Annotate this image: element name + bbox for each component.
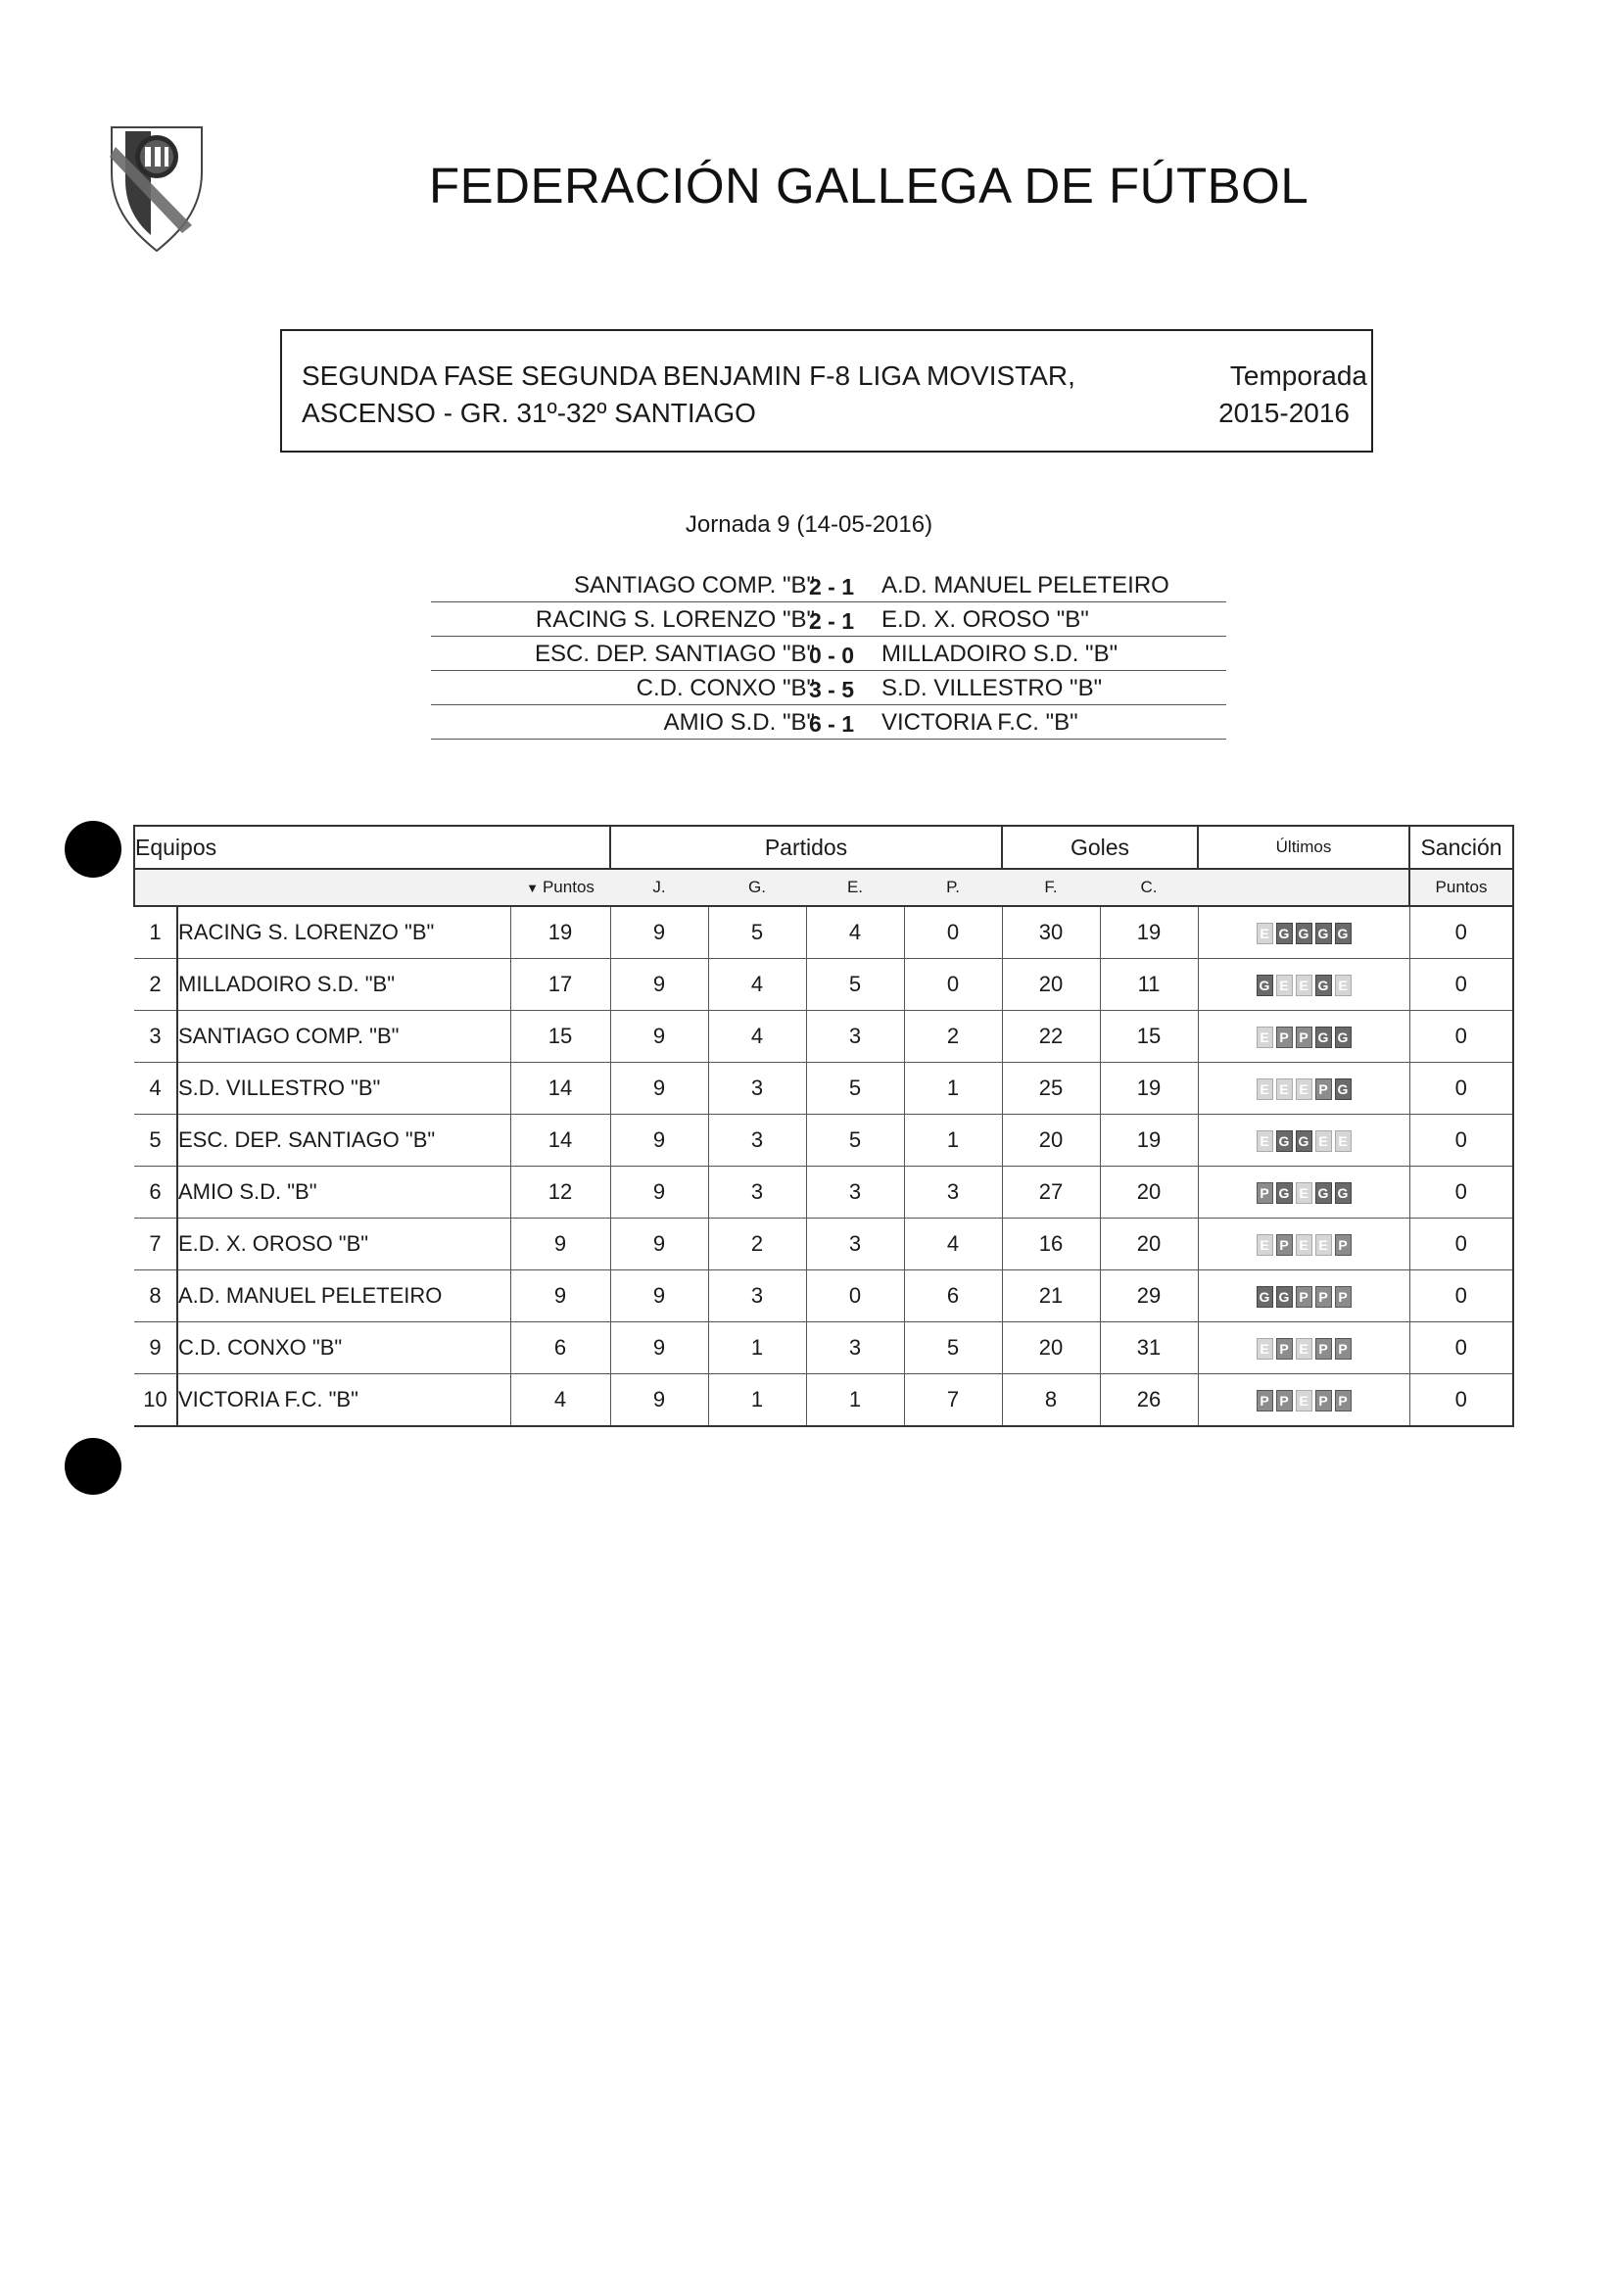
table-row [134, 906, 1513, 959]
lost-cell: 2 [904, 1011, 1002, 1063]
result-badge: P [1257, 1390, 1273, 1411]
goals-for-cell: 20 [1002, 959, 1100, 1011]
match-score: 6 - 1 [809, 711, 855, 737]
last-results-badges [1257, 1027, 1352, 1048]
position-cell: 6 [134, 1167, 177, 1219]
team-name-cell: S.D. VILLESTRO "B" [177, 1063, 510, 1115]
away-team: MILLADOIRO S.D. "B" [881, 641, 1118, 667]
points-cell: 19 [510, 906, 610, 959]
team-name-cell: E.D. X. OROSO "B" [177, 1219, 510, 1270]
goals-against-cell: 20 [1100, 1219, 1198, 1270]
goals-for-cell: 27 [1002, 1167, 1100, 1219]
match-row [431, 602, 1226, 637]
result-badge: E [1315, 1234, 1332, 1256]
header-f: F. [1002, 869, 1100, 906]
result-badge: G [1296, 923, 1312, 944]
goals-against-cell: 26 [1100, 1374, 1198, 1427]
drawn-cell: 1 [806, 1374, 904, 1427]
team-name-cell: VICTORIA F.C. "B" [177, 1374, 510, 1427]
result-badge: P [1315, 1338, 1332, 1360]
goals-for-cell: 16 [1002, 1219, 1100, 1270]
round-title: Jornada 9 (14-05-2016) [685, 511, 933, 538]
position-cell: 10 [134, 1374, 177, 1427]
sort-down-icon: ▼ [526, 881, 539, 895]
last-results-cell [1198, 1270, 1409, 1322]
points-cell: 14 [510, 1115, 610, 1167]
won-cell: 1 [708, 1322, 806, 1374]
competition-name-line1: SEGUNDA FASE SEGUNDA BENJAMIN F-8 LIGA MOVISTAR, [302, 360, 1075, 391]
result-badge: P [1276, 1027, 1293, 1048]
match-row [431, 637, 1226, 671]
lost-cell: 0 [904, 906, 1002, 959]
result-badge: G [1315, 1027, 1332, 1048]
result-badge: E [1335, 975, 1352, 996]
home-team: C.D. CONXO "B" [636, 675, 815, 701]
goals-against-cell: 11 [1100, 959, 1198, 1011]
header-j: J. [610, 869, 708, 906]
season-label: Temporada [1229, 360, 1367, 391]
points-cell: 17 [510, 959, 610, 1011]
last-results-badges [1257, 1338, 1352, 1360]
last-results-cell [1198, 1167, 1409, 1219]
drawn-cell: 5 [806, 959, 904, 1011]
result-badge: P [1335, 1234, 1352, 1256]
drawn-cell: 3 [806, 1011, 904, 1063]
points-cell: 14 [510, 1063, 610, 1115]
result-badge: G [1257, 975, 1273, 996]
away-team: A.D. MANUEL PELETEIRO [881, 572, 1169, 598]
played-cell: 9 [610, 1322, 708, 1374]
last-results-badges [1257, 1234, 1352, 1256]
table-row [134, 1063, 1513, 1115]
result-badge: E [1335, 1130, 1352, 1152]
match-row [431, 705, 1226, 740]
result-badge: P [1335, 1390, 1352, 1411]
sanction-points-cell: 0 [1409, 1115, 1513, 1167]
played-cell: 9 [610, 1219, 708, 1270]
lost-cell: 1 [904, 1063, 1002, 1115]
goals-for-cell: 30 [1002, 906, 1100, 959]
result-badge: P [1276, 1390, 1293, 1411]
last-results-cell [1198, 1322, 1409, 1374]
header-p: P. [904, 869, 1002, 906]
last-results-cell [1198, 1219, 1409, 1270]
sanction-points-cell: 0 [1409, 1322, 1513, 1374]
header-puntos: Puntos [542, 878, 595, 896]
result-badge: G [1315, 1182, 1332, 1204]
drawn-cell: 0 [806, 1270, 904, 1322]
goals-for-cell: 20 [1002, 1115, 1100, 1167]
fgf-shield-logo-icon [106, 118, 208, 255]
match-row [431, 568, 1226, 602]
result-badge: P [1335, 1338, 1352, 1360]
home-team: AMIO S.D. "B" [663, 709, 815, 736]
result-badge: P [1276, 1234, 1293, 1256]
season-value: 2015-2016 [1218, 398, 1350, 428]
goals-against-cell: 31 [1100, 1322, 1198, 1374]
result-badge: P [1296, 1286, 1312, 1308]
played-cell: 9 [610, 1374, 708, 1427]
table-row [134, 1167, 1513, 1219]
sanction-points-cell: 0 [1409, 906, 1513, 959]
position-cell: 3 [134, 1011, 177, 1063]
last-results-cell [1198, 1011, 1409, 1063]
competition-box [280, 329, 1373, 453]
last-results-cell [1198, 1374, 1409, 1427]
header-partidos: Partidos [610, 826, 1002, 869]
lost-cell: 5 [904, 1322, 1002, 1374]
match-row [431, 671, 1226, 705]
points-cell: 6 [510, 1322, 610, 1374]
won-cell: 3 [708, 1063, 806, 1115]
goals-for-cell: 22 [1002, 1011, 1100, 1063]
result-badge: P [1296, 1027, 1312, 1048]
position-cell: 8 [134, 1270, 177, 1322]
team-name-cell: ESC. DEP. SANTIAGO "B" [177, 1115, 510, 1167]
goals-against-cell: 19 [1100, 1063, 1198, 1115]
punch-hole [65, 821, 121, 878]
won-cell: 1 [708, 1374, 806, 1427]
last-results-badges [1257, 1286, 1352, 1308]
played-cell: 9 [610, 1011, 708, 1063]
won-cell: 5 [708, 906, 806, 959]
position-cell: 2 [134, 959, 177, 1011]
result-badge: E [1257, 1338, 1273, 1360]
sanction-points-cell: 0 [1409, 1374, 1513, 1427]
result-badge: E [1296, 975, 1312, 996]
drawn-cell: 4 [806, 906, 904, 959]
won-cell: 3 [708, 1167, 806, 1219]
match-score: 2 - 1 [809, 574, 855, 599]
played-cell: 9 [610, 906, 708, 959]
lost-cell: 7 [904, 1374, 1002, 1427]
result-badge: P [1315, 1390, 1332, 1411]
points-cell: 9 [510, 1219, 610, 1270]
header-equipos: Equipos [134, 826, 610, 869]
team-name-cell: MILLADOIRO S.D. "B" [177, 959, 510, 1011]
won-cell: 4 [708, 959, 806, 1011]
last-results-badges [1257, 1390, 1352, 1411]
played-cell: 9 [610, 1270, 708, 1322]
result-badge: P [1257, 1182, 1273, 1204]
goals-against-cell: 15 [1100, 1011, 1198, 1063]
goals-for-cell: 8 [1002, 1374, 1100, 1427]
standings-table [133, 825, 1514, 1427]
points-cell: 15 [510, 1011, 610, 1063]
table-row [134, 1270, 1513, 1322]
match-score: 2 - 1 [809, 608, 855, 634]
goals-for-cell: 20 [1002, 1322, 1100, 1374]
table-row [134, 1219, 1513, 1270]
sanction-points-cell: 0 [1409, 1219, 1513, 1270]
result-badge: E [1257, 1130, 1273, 1152]
header-sancion-puntos: Puntos [1409, 869, 1513, 906]
lost-cell: 3 [904, 1167, 1002, 1219]
team-name-cell: RACING S. LORENZO "B" [177, 906, 510, 959]
result-badge: E [1296, 1338, 1312, 1360]
position-cell: 9 [134, 1322, 177, 1374]
table-row [134, 1322, 1513, 1374]
sanction-points-cell: 0 [1409, 1167, 1513, 1219]
lost-cell: 4 [904, 1219, 1002, 1270]
punch-hole [65, 1438, 121, 1495]
result-badge: E [1257, 1234, 1273, 1256]
result-badge: E [1296, 1390, 1312, 1411]
last-results-badges [1257, 975, 1352, 996]
won-cell: 2 [708, 1219, 806, 1270]
home-team: RACING S. LORENZO "B" [535, 606, 815, 633]
lost-cell: 0 [904, 959, 1002, 1011]
sanction-points-cell: 0 [1409, 1011, 1513, 1063]
result-badge: G [1276, 1286, 1293, 1308]
played-cell: 9 [610, 959, 708, 1011]
result-badge: E [1315, 1130, 1332, 1152]
header-e: E. [806, 869, 904, 906]
competition-name-line2: ASCENSO - GR. 31º-32º SANTIAGO [302, 398, 756, 428]
header-c: C. [1100, 869, 1198, 906]
result-badge: G [1276, 923, 1293, 944]
last-results-badges [1257, 1130, 1352, 1152]
last-results-cell [1198, 1115, 1409, 1167]
team-name-cell: C.D. CONXO "B" [177, 1322, 510, 1374]
away-team: S.D. VILLESTRO "B" [881, 675, 1103, 701]
points-cell: 4 [510, 1374, 610, 1427]
result-badge: E [1276, 975, 1293, 996]
drawn-cell: 3 [806, 1167, 904, 1219]
match-score: 3 - 5 [809, 677, 855, 702]
sort-puntos-header[interactable] [510, 869, 610, 906]
table-row [134, 959, 1513, 1011]
result-badge: G [1315, 923, 1332, 944]
drawn-cell: 3 [806, 1322, 904, 1374]
result-badge: E [1296, 1234, 1312, 1256]
result-badge: G [1315, 975, 1332, 996]
last-results-cell [1198, 1063, 1409, 1115]
goals-against-cell: 29 [1100, 1270, 1198, 1322]
table-row [134, 1374, 1513, 1427]
team-name-cell: SANTIAGO COMP. "B" [177, 1011, 510, 1063]
team-name-cell: A.D. MANUEL PELETEIRO [177, 1270, 510, 1322]
table-row [134, 1115, 1513, 1167]
result-badge: E [1276, 1078, 1293, 1100]
result-badge: G [1335, 1027, 1352, 1048]
goals-against-cell: 19 [1100, 906, 1198, 959]
goals-against-cell: 19 [1100, 1115, 1198, 1167]
result-badge: P [1315, 1286, 1332, 1308]
home-team: ESC. DEP. SANTIAGO "B" [534, 641, 815, 667]
federation-title: FEDERACIÓN GALLEGA DE FÚTBOL [429, 158, 1309, 214]
away-team: E.D. X. OROSO "B" [881, 606, 1089, 633]
match-results [431, 568, 1226, 740]
header-sancion: Sanción [1409, 826, 1513, 869]
position-cell: 7 [134, 1219, 177, 1270]
home-team: SANTIAGO COMP. "B" [574, 572, 815, 598]
result-badge: P [1335, 1286, 1352, 1308]
played-cell: 9 [610, 1063, 708, 1115]
last-results-badges [1257, 1182, 1352, 1204]
last-results-badges [1257, 1078, 1352, 1100]
result-badge: E [1257, 1078, 1273, 1100]
result-badge: G [1335, 923, 1352, 944]
result-badge: P [1315, 1078, 1332, 1100]
header-g: G. [708, 869, 806, 906]
result-badge: G [1335, 1078, 1352, 1100]
position-cell: 1 [134, 906, 177, 959]
header-ultimos: Últimos [1198, 826, 1409, 869]
drawn-cell: 3 [806, 1219, 904, 1270]
won-cell: 3 [708, 1115, 806, 1167]
points-cell: 12 [510, 1167, 610, 1219]
result-badge: G [1335, 1182, 1352, 1204]
played-cell: 9 [610, 1167, 708, 1219]
last-results-cell [1198, 906, 1409, 959]
sanction-points-cell: 0 [1409, 1270, 1513, 1322]
points-cell: 9 [510, 1270, 610, 1322]
team-name-cell: AMIO S.D. "B" [177, 1167, 510, 1219]
won-cell: 4 [708, 1011, 806, 1063]
match-score: 0 - 0 [809, 643, 855, 668]
sanction-points-cell: 0 [1409, 959, 1513, 1011]
header-goles: Goles [1002, 826, 1198, 869]
played-cell: 9 [610, 1115, 708, 1167]
lost-cell: 1 [904, 1115, 1002, 1167]
position-cell: 4 [134, 1063, 177, 1115]
table-row [134, 1011, 1513, 1063]
result-badge: P [1276, 1338, 1293, 1360]
goals-against-cell: 20 [1100, 1167, 1198, 1219]
lost-cell: 6 [904, 1270, 1002, 1322]
sanction-points-cell: 0 [1409, 1063, 1513, 1115]
result-badge: G [1257, 1286, 1273, 1308]
away-team: VICTORIA F.C. "B" [881, 709, 1078, 736]
result-badge: G [1276, 1130, 1293, 1152]
drawn-cell: 5 [806, 1115, 904, 1167]
goals-for-cell: 21 [1002, 1270, 1100, 1322]
goals-for-cell: 25 [1002, 1063, 1100, 1115]
result-badge: G [1276, 1182, 1293, 1204]
last-results-badges [1257, 923, 1352, 944]
position-cell: 5 [134, 1115, 177, 1167]
won-cell: 3 [708, 1270, 806, 1322]
last-results-cell [1198, 959, 1409, 1011]
result-badge: E [1257, 1027, 1273, 1048]
result-badge: G [1296, 1130, 1312, 1152]
drawn-cell: 5 [806, 1063, 904, 1115]
result-badge: E [1257, 923, 1273, 944]
result-badge: E [1296, 1078, 1312, 1100]
result-badge: E [1296, 1182, 1312, 1204]
